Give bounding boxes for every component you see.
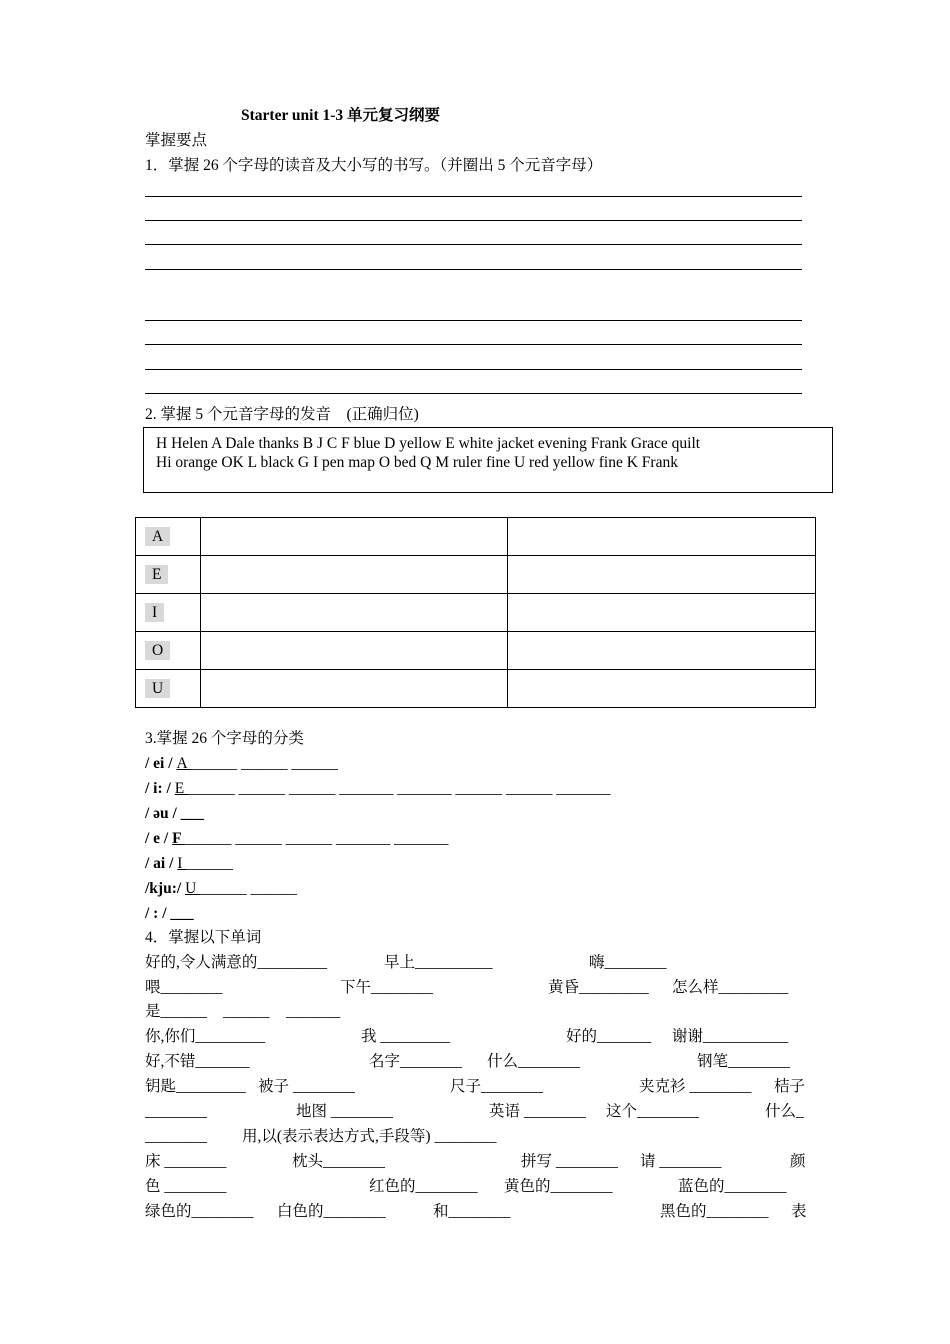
vocab-item[interactable]: 尺子________: [450, 1078, 544, 1095]
phonetic-label: /kju:/: [145, 880, 186, 897]
vocab-item[interactable]: 夹克衫 ________: [639, 1078, 752, 1095]
vocab-item[interactable]: 白色的________: [277, 1203, 386, 1220]
vowel-cell: [136, 556, 201, 594]
example-letter: I: [177, 855, 187, 872]
letter-class-row: [145, 856, 233, 872]
table-row: [136, 518, 816, 556]
vowel-label: E: [145, 565, 168, 584]
answer-blanks[interactable]: ______ ______ ______: [190, 755, 338, 772]
answer-cell[interactable]: [508, 670, 816, 708]
table-row: [136, 632, 816, 670]
vocab-item[interactable]: 红色的________: [369, 1178, 478, 1195]
vocab-item[interactable]: 钥匙_________: [145, 1078, 246, 1095]
vowel-label: I: [145, 603, 164, 622]
table-row: [136, 670, 816, 708]
vocab-item[interactable]: 黑色的________: [660, 1203, 769, 1220]
table-row: [136, 594, 816, 632]
vocab-item[interactable]: 请 ________: [640, 1153, 722, 1170]
answer-cell[interactable]: [508, 594, 816, 632]
answer-cell[interactable]: [508, 632, 816, 670]
vocab-item[interactable]: 什么_: [765, 1103, 804, 1120]
vocab-item[interactable]: 是______: [145, 1003, 208, 1020]
vocab-item[interactable]: 嗨________: [589, 954, 667, 971]
vocab-item[interactable]: 名字________: [369, 1053, 463, 1070]
vocab-item[interactable]: 拼写 ________: [521, 1153, 618, 1170]
writing-line[interactable]: [145, 244, 802, 245]
phonetic-label: / əu /: [145, 805, 181, 822]
letter-class-row: [145, 806, 204, 822]
answer-cell[interactable]: [201, 594, 508, 632]
vowel-cell: [136, 670, 201, 708]
phonetic-label: / ai /: [145, 855, 178, 872]
answer-blanks[interactable]: ______ ______ ______ _______ _______ ______ ______ _______: [188, 780, 611, 797]
letter-class-row: [145, 831, 448, 847]
answer-cell[interactable]: [508, 518, 816, 556]
writing-line[interactable]: [145, 269, 802, 270]
vocab-item[interactable]: _______: [286, 1003, 341, 1020]
vocab-item[interactable]: 表: [791, 1203, 807, 1220]
answer-blanks[interactable]: ___: [170, 905, 194, 922]
vocab-item[interactable]: 颜: [790, 1153, 806, 1170]
phonetic-label: / ei /: [145, 755, 177, 772]
phonetic-label: / : /: [145, 905, 171, 922]
word-box-line-2: Hi orange OK L black G I pen map O bed Q M ruler fine U red yellow fine K Frank: [156, 454, 678, 471]
writing-line[interactable]: [145, 344, 802, 345]
vocab-item[interactable]: 喂________: [145, 979, 223, 996]
vocab-item[interactable]: 好的_______: [566, 1028, 652, 1045]
vowel-sort-table: [135, 517, 816, 708]
vocab-item[interactable]: 和________: [433, 1203, 511, 1220]
vocab-item[interactable]: 被子 ________: [258, 1078, 355, 1095]
vocab-item[interactable]: 英语 ________: [489, 1103, 586, 1120]
vowel-cell: [136, 518, 201, 556]
letter-class-row: [145, 881, 297, 897]
phonetic-label: / e /: [145, 830, 173, 847]
vocab-item[interactable]: 什么________: [487, 1053, 581, 1070]
vocab-item[interactable]: ______: [223, 1003, 270, 1020]
section-4-heading: 4．掌握以下单词: [145, 929, 262, 946]
vocab-item[interactable]: 早上__________: [384, 954, 493, 971]
answer-cell[interactable]: [201, 670, 508, 708]
vocab-item[interactable]: 色 ________: [145, 1178, 227, 1195]
vowel-label: A: [145, 527, 170, 546]
vocab-item[interactable]: 你,你们_________: [145, 1028, 266, 1045]
vocab-item[interactable]: 谢谢___________: [672, 1028, 789, 1045]
vocab-item[interactable]: 好,不错_______: [145, 1053, 250, 1070]
phonetic-label: / i: /: [145, 780, 175, 797]
letter-class-row: [145, 906, 194, 922]
table-row: [136, 556, 816, 594]
example-letter: A: [176, 755, 191, 772]
vocab-item[interactable]: 我 _________: [361, 1028, 451, 1045]
vocab-item[interactable]: 地图 ________: [296, 1103, 393, 1120]
answer-cell[interactable]: [201, 632, 508, 670]
answer-blanks[interactable]: ______: [186, 855, 233, 872]
writing-line[interactable]: [145, 196, 802, 197]
letter-class-row: [145, 781, 610, 797]
answer-cell[interactable]: [201, 518, 508, 556]
answer-blanks[interactable]: ___: [180, 805, 204, 822]
example-letter: E: [174, 780, 189, 797]
word-box-line-1: H Helen A Dale thanks B J C F blue D yellow E white jacket evening Frank Grace quilt: [156, 435, 701, 452]
example-letter: F: [172, 830, 185, 847]
vowel-cell: [136, 594, 201, 632]
vocab-item[interactable]: 好的,令人满意的_________: [145, 954, 328, 971]
vocab-item[interactable]: 蓝色的________: [678, 1178, 787, 1195]
vowel-label: O: [145, 641, 170, 660]
writing-line[interactable]: [145, 393, 802, 394]
vocab-item[interactable]: 这个________: [606, 1103, 700, 1120]
vocab-item[interactable]: ________: [145, 1128, 207, 1145]
key-points-heading: 掌握要点: [145, 132, 208, 149]
vocab-item[interactable]: 钢笔________: [697, 1053, 791, 1070]
writing-line[interactable]: [145, 369, 802, 370]
page-title: Starter unit 1-3 单元复习纲要: [241, 107, 441, 124]
vocab-item[interactable]: 黄色的________: [504, 1178, 613, 1195]
vocab-item[interactable]: 枕头________: [292, 1153, 386, 1170]
letter-class-row: [145, 756, 338, 772]
writing-line[interactable]: [145, 220, 802, 221]
answer-cell[interactable]: [201, 556, 508, 594]
vocab-item[interactable]: 用,以(表示表达方式,手段等) ________: [242, 1128, 497, 1145]
answer-blanks[interactable]: ______ ______ ______ _______ _______: [184, 830, 449, 847]
vowel-label: U: [145, 679, 170, 698]
vowel-cell: [136, 632, 201, 670]
vocab-item[interactable]: 黄昏_________: [548, 979, 649, 996]
vocab-item[interactable]: 下午________: [340, 979, 434, 996]
vocab-item[interactable]: 桔子: [774, 1078, 806, 1095]
vocab-item[interactable]: 怎么样_________: [672, 979, 789, 996]
vocab-item[interactable]: 绿色的________: [145, 1203, 254, 1220]
word-box: [143, 427, 833, 493]
writing-line[interactable]: [145, 320, 802, 321]
vocab-item[interactable]: ________: [145, 1103, 207, 1120]
section-2-heading: 2. 掌握 5 个元音字母的发音 (正确归位): [145, 406, 419, 423]
example-letter: U: [185, 880, 201, 897]
answer-cell[interactable]: [508, 556, 816, 594]
section-3-heading: 3.掌握 26 个字母的分类: [145, 730, 304, 747]
answer-blanks[interactable]: ______ ______: [200, 880, 298, 897]
section-1-heading: 1．掌握 26 个字母的读音及大小写的书写。（并圈出 5 个元音字母）: [145, 157, 603, 174]
vocab-item[interactable]: 床 ________: [145, 1153, 227, 1170]
